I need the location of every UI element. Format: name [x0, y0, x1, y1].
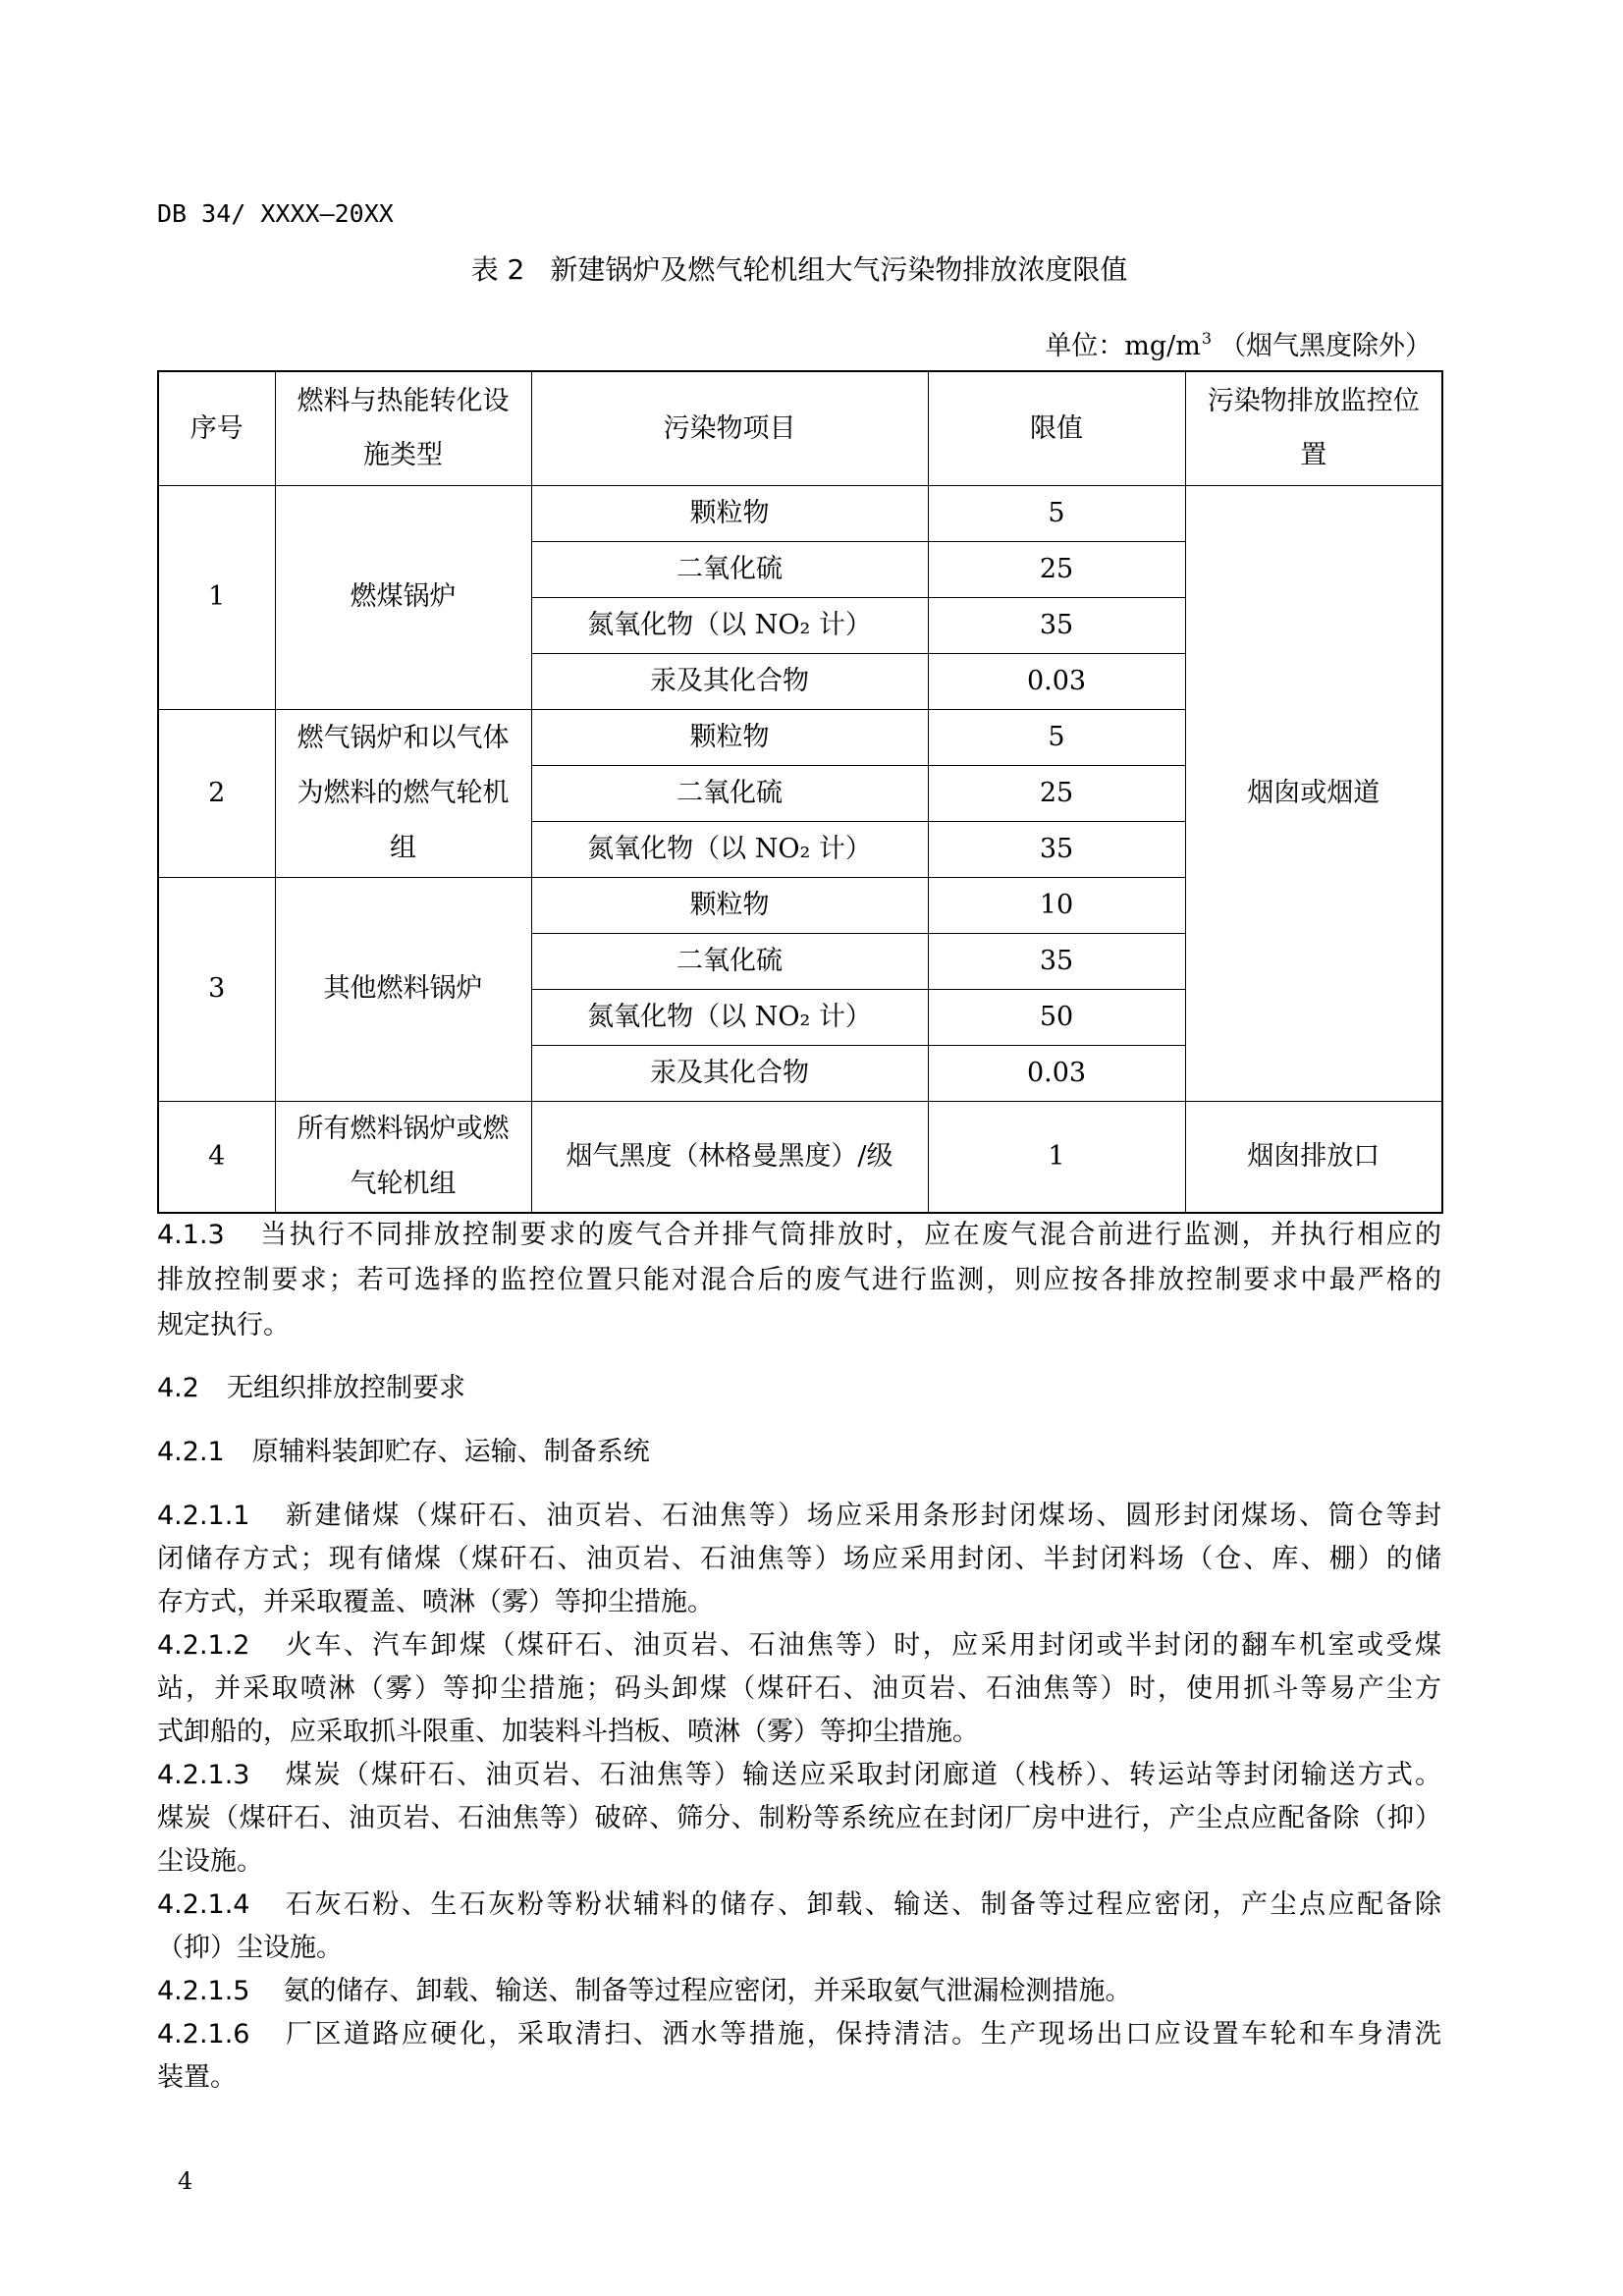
- table-header-row: [158, 371, 1442, 485]
- clause-number: 4.2.1.3: [157, 1760, 250, 1790]
- clause-number: 4.2.1.1: [157, 1501, 250, 1531]
- heading-4-2: [157, 1367, 1441, 1410]
- cell-type: 所有燃料锅炉或燃气轮机组: [275, 1101, 531, 1213]
- clause-4-1-3: [157, 1213, 1441, 1348]
- clause-line: 式卸船的，应采取抓斗限重、加装料斗挡板、喷淋（雾）等抑尘措施。: [157, 1717, 979, 1747]
- clause-line: （抑）尘设施。: [157, 1933, 343, 1963]
- cell-no: 1: [158, 485, 275, 709]
- clause-number: 4.2.1.6: [157, 2019, 250, 2050]
- clause-line: 装置。: [157, 2062, 237, 2093]
- heading-title: 无组织排放控制要求: [226, 1373, 465, 1403]
- clauses-4-2-1: [157, 1495, 1441, 2100]
- clause-line: [157, 1754, 1441, 1797]
- clause-line: [157, 1213, 1441, 1258]
- cell-no: 2: [158, 709, 275, 877]
- cell-no: 3: [158, 877, 275, 1101]
- clause-text: 石灰石粉、生石灰粉等粉状辅料的储存、卸载、输送、制备等过程应密闭，产尘点应配备除: [283, 1889, 1441, 1920]
- clause-line: 站，并采取喷淋（雾）等抑尘措施；码头卸煤（煤矸石、油页岩、石油焦等）时，使用抓斗等易产尘方: [157, 1673, 1441, 1704]
- cell-no: 4: [158, 1101, 275, 1213]
- cell-type: 其他燃料锅炉: [275, 877, 531, 1101]
- clause-4-2-1-2: [157, 1624, 1441, 1754]
- col-header-no: 序号: [158, 371, 275, 485]
- cell-type: 燃气锅炉和以气体为燃料的燃气轮机组: [275, 709, 531, 877]
- page-number: 4: [178, 2167, 193, 2195]
- cell-limit: 0.03: [928, 653, 1185, 709]
- heading-number: 4.2: [157, 1373, 199, 1403]
- unit-note: [157, 327, 1432, 369]
- unit-superscript: 3: [1201, 329, 1212, 348]
- clause-text: 厂区道路应硬化，采取清扫、洒水等措施，保持清洁。生产现场出口应设置车轮和车身清洗: [283, 2019, 1441, 2050]
- cell-pollutant: 二氧化硫: [531, 765, 928, 821]
- col-header-limit: 限值: [928, 371, 1185, 485]
- clause-line: [157, 1884, 1441, 1927]
- table-caption: [157, 250, 1441, 290]
- clause-text: 煤炭（煤矸石、油页岩、石油焦等）输送应采取封闭廊道（栈桥）、转运站等封闭输送方式。: [283, 1760, 1441, 1790]
- doc-code-header: DB 34/ XXXX—20XX: [157, 199, 394, 228]
- clause-line: 煤炭（煤矸石、油页岩、石油焦等）破碎、筛分、制粉等系统应在封闭厂房中进行，产尘点应配备除（抑）: [157, 1803, 1441, 1833]
- col-header-pollutant: 污染物项目: [531, 371, 928, 485]
- cell-pollutant: 二氧化硫: [531, 541, 928, 597]
- cell-limit: 50: [928, 989, 1185, 1045]
- heading-title: 原辅料装卸贮存、运输、制备系统: [251, 1437, 650, 1467]
- clause-number: 4.2.1.5: [157, 1976, 250, 2006]
- cell-pollutant: 颗粒物: [531, 877, 928, 933]
- unit-prefix: 单位：mg/m: [1045, 331, 1201, 361]
- table-row: [158, 1101, 1442, 1213]
- clause-line: 排放控制要求；若可选择的监控位置只能对混合后的废气进行监测，则应按各排放控制要求中最严格的: [157, 1265, 1441, 1295]
- cell-pollutant: 氮氧化物（以 NO₂ 计）: [531, 989, 928, 1045]
- cell-monitor: 烟囱排放口: [1185, 1101, 1442, 1213]
- cell-limit: 35: [928, 933, 1185, 989]
- clause-text: 火车、汽车卸煤（煤矸石、油页岩、石油焦等）时，应采用封闭或半封闭的翻车机室或受煤: [283, 1630, 1441, 1661]
- clause-4-2-1-6: [157, 2013, 1441, 2100]
- clause-text: 当执行不同排放控制要求的废气合并排气筒排放时，应在废气混合前进行监测，并执行相应的: [257, 1220, 1441, 1250]
- cell-limit: 5: [928, 709, 1185, 765]
- clause-line: 存方式，并采取覆盖、喷淋（雾）等抑尘措施。: [157, 1587, 714, 1617]
- col-header-monitor: 污染物排放监控位置: [1185, 371, 1442, 485]
- clause-line: [157, 2013, 1441, 2056]
- cell-pollutant: 汞及其化合物: [531, 1045, 928, 1101]
- clause-line: [157, 1624, 1441, 1667]
- clause-4-2-1-5: [157, 1970, 1441, 2013]
- clause-line: 闭储存方式；现有储煤（煤矸石、油页岩、石油焦等）场应采用封闭、半封闭料场（仓、库、棚）的储: [157, 1544, 1441, 1574]
- table-caption-title: 新建锅炉及燃气轮机组大气污染物排放浓度限值: [550, 253, 1128, 286]
- clause-line: [157, 1970, 1441, 2013]
- table-row: [158, 485, 1442, 541]
- cell-pollutant: 汞及其化合物: [531, 653, 928, 709]
- emission-limits-table: [157, 370, 1443, 1214]
- cell-monitor: 烟囱或烟道: [1185, 485, 1442, 1101]
- table-caption-label: 表 2: [470, 253, 525, 286]
- clause-text: 氨的储存、卸载、输送、制备等过程应密闭，并采取氨气泄漏检测措施。: [283, 1976, 1132, 2006]
- clause-number: 4.1.3: [157, 1220, 225, 1250]
- col-header-type: 燃料与热能转化设施类型: [275, 371, 531, 485]
- clause-4-2-1-3: [157, 1754, 1441, 1884]
- clause-text: 新建储煤（煤矸石、油页岩、石油焦等）场应采用条形封闭煤场、圆形封闭煤场、筒仓等封: [283, 1501, 1441, 1531]
- cell-limit: 1: [928, 1101, 1185, 1213]
- cell-limit: 0.03: [928, 1045, 1185, 1101]
- cell-limit: 25: [928, 541, 1185, 597]
- cell-limit: 10: [928, 877, 1185, 933]
- heading-number: 4.2.1: [157, 1437, 225, 1467]
- clause-number: 4.2.1.2: [157, 1630, 250, 1661]
- cell-pollutant: 颗粒物: [531, 709, 928, 765]
- cell-pollutant: 氮氧化物（以 NO₂ 计）: [531, 597, 928, 653]
- cell-limit: 35: [928, 821, 1185, 877]
- cell-pollutant: 烟气黑度（林格曼黑度）/级: [531, 1101, 928, 1213]
- clause-4-2-1-4: [157, 1884, 1441, 1970]
- clause-line: 尘设施。: [157, 1846, 263, 1877]
- heading-4-2-1: [157, 1431, 1441, 1474]
- cell-limit: 25: [928, 765, 1185, 821]
- cell-pollutant: 颗粒物: [531, 485, 928, 541]
- clause-4-2-1-1: [157, 1495, 1441, 1624]
- cell-limit: 5: [928, 485, 1185, 541]
- cell-pollutant: 氮氧化物（以 NO₂ 计）: [531, 821, 928, 877]
- unit-suffix: （烟气黑度除外）: [1219, 331, 1432, 361]
- cell-limit: 35: [928, 597, 1185, 653]
- clause-number: 4.2.1.4: [157, 1889, 250, 1920]
- cell-pollutant: 二氧化硫: [531, 933, 928, 989]
- clause-line: [157, 1495, 1441, 1538]
- clause-line: 规定执行。: [157, 1310, 290, 1340]
- cell-type: 燃煤锅炉: [275, 485, 531, 709]
